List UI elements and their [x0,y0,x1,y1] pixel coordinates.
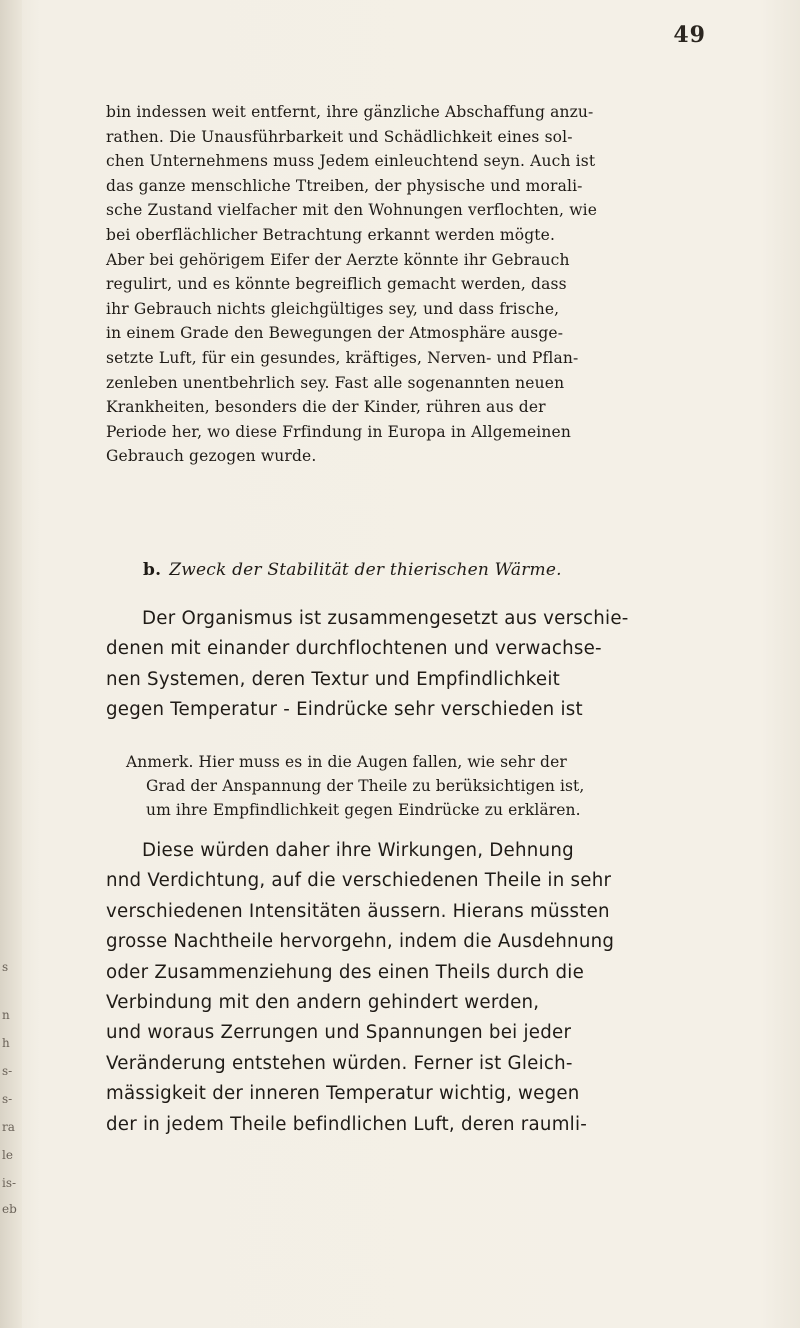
paragraph-1 [106,100,726,469]
footnote-anmerk [126,750,746,822]
text-line: und woraus Zerrungen und Spannungen bei jeder [106,1022,572,1044]
text-line: nnd Verdichtung, auf die verschiedenen Theile in sehr [106,870,612,892]
text-line: der in jedem Theile befindlichen Luft, deren raumli- [106,1113,588,1135]
gutter-mark: s- [2,1064,13,1078]
text-line: setzte Luft, für ein gesundes, kräftiges, Nerven- und Pflan- [106,348,579,367]
gutter-mark: s- [2,1092,13,1106]
gutter-mark: n [2,1008,10,1022]
gutter-mark: h [2,1036,10,1050]
text-line: um ihre Empfindlichkeit gegen Eindrücke zu erklären. [146,801,581,819]
text-line: Verbindung mit den andern gehindert werden, [106,992,540,1014]
gutter-bleed-through [0,0,20,1328]
text-line: Der Organismus ist zusammengesetzt aus verschie- [142,608,629,629]
gutter-mark: eb [2,1202,17,1216]
text-line: zenleben unentbehrlich sey. Fast alle sogenannten neuen [106,373,565,392]
text-line: grosse Nachtheile hervorgehn, indem die Ausdehnung [106,931,615,953]
text-line: bin indessen weit entfernt, ihre gänzliche Abschaffung anzu- [106,103,594,121]
text-line: Aber bei gehörigem Eifer der Aerzte könnte ihr Gebrauch [106,250,570,269]
text-line: Gebrauch gezogen wurde. [106,447,317,466]
gutter-mark: s [2,960,9,974]
gutter-mark: ra [2,1120,15,1134]
text-line: in einem Grade den Bewegungen der Atmosphäre ausge- [106,324,564,343]
text-line: Periode her, wo diese Frfindung in Europa in Allgemeinen [106,422,571,441]
section-heading-text: Zweck der Stabilität der thierischen Wärme. [169,560,562,580]
text-line: rathen. Die Unausführbarkeit und Schädlichkeit eines sol- [106,127,573,146]
paragraph-2 [106,604,726,726]
text-line: oder Zusammenziehung des einen Theils durch die [106,961,585,983]
text-line: Krankheiten, besonders die der Kinder, rühren aus der [106,398,546,417]
text-line: sche Zustand vielfacher mit den Wohnungen verflochten, wie [106,201,598,220]
text-line: regulirt, und es könnte begreiflich gemacht werden, dass [106,275,567,294]
text-line: das ganze menschliche Ttreiben, der physische und morali- [106,176,583,195]
text-line: Anmerk. Hier muss es in die Augen fallen, wie sehr der [126,753,567,771]
gutter-mark: le [2,1148,13,1162]
text-line: denen mit einander durchflochtenen und verwachse- [106,638,602,660]
section-heading-label: b. [143,560,162,580]
page-number: 49 [673,22,706,48]
text-line: chen Unternehmens muss Jedem einleuchtend seyn. Auch ist [106,152,596,171]
text-line: mässigkeit der inneren Temperatur wichtig, wegen [106,1083,580,1105]
gutter-mark: is- [2,1176,17,1190]
section-heading [143,560,562,580]
text-line: nen Systemen, deren Textur und Empfindlichkeit [106,668,561,690]
paragraph-3 [106,836,726,1140]
text-line: Veränderung entstehen würden. Ferner ist Gleich- [106,1052,573,1074]
text-line: verschiedenen Intensitäten äussern. Hierans müssten [106,900,610,922]
text-line: Diese würden daher ihre Wirkungen, Dehnung [142,840,574,861]
text-line: bei oberflächlicher Betrachtung erkannt werden mögte. [106,225,556,244]
text-line: gegen Temperatur - Eindrücke sehr verschieden ist [106,699,583,721]
text-line: Grad der Anspannung der Theile zu berüksichtigen ist, [146,777,585,795]
text-line: ihr Gebrauch nichts gleichgültiges sey, und dass frische, [106,299,560,318]
